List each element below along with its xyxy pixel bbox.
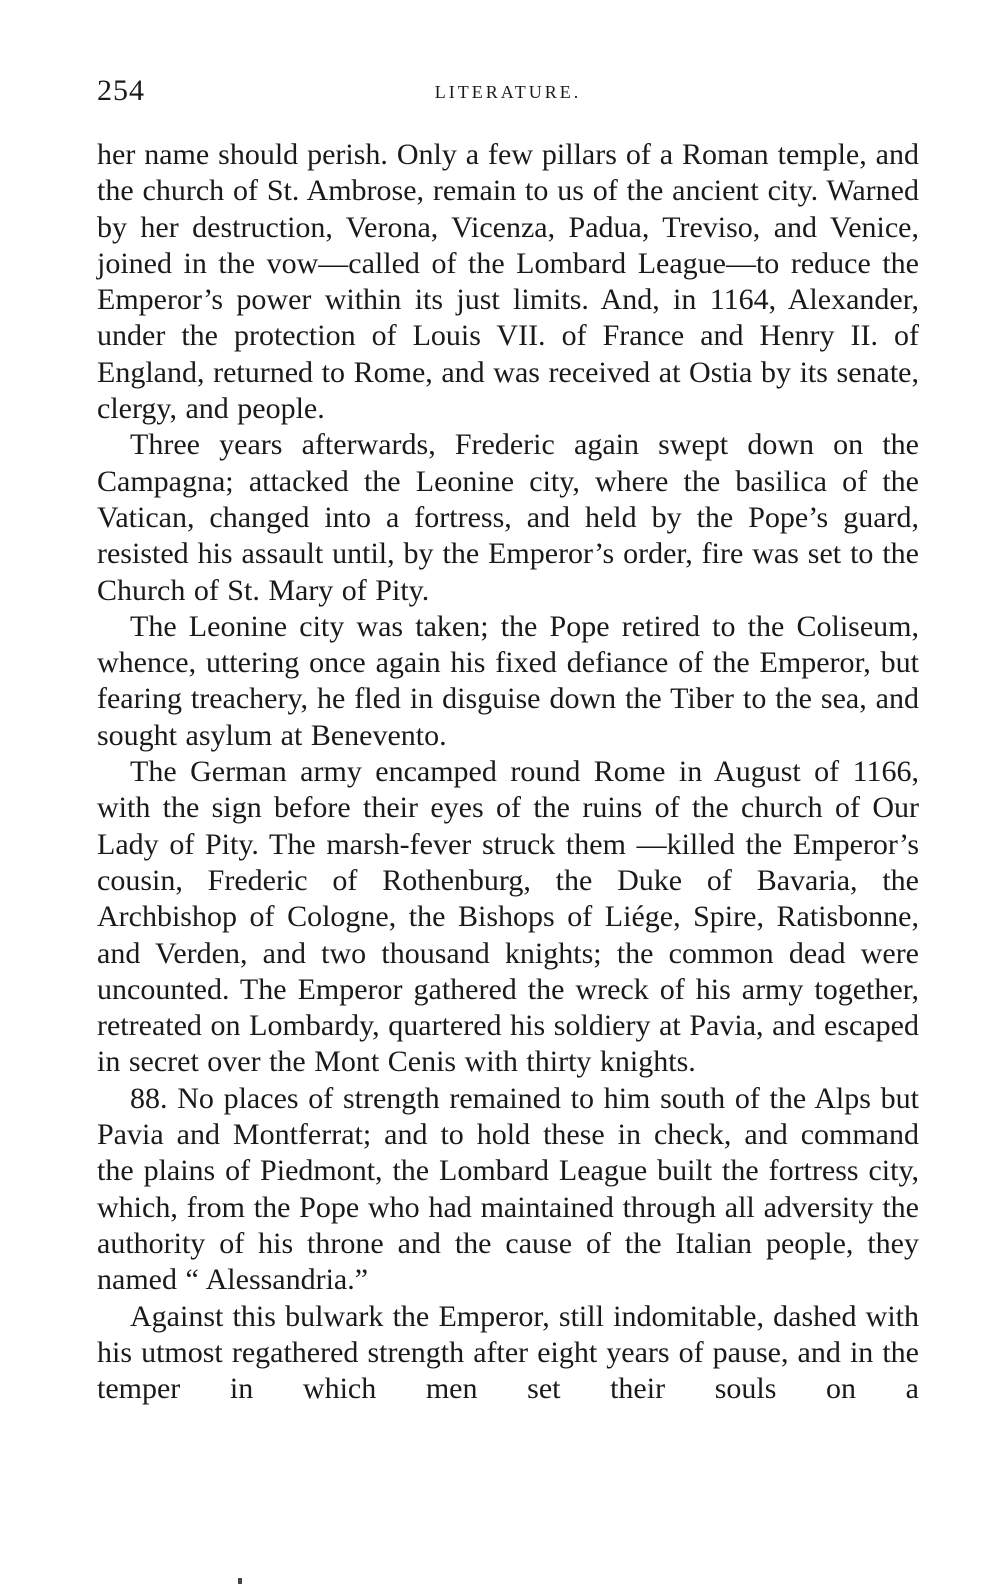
running-title: LITERATURE. [434,82,582,102]
paragraph-section-88: 88. No places of strength remained to him south of the Alps but Pavia and Montferrat; and to hold these in check, and command the plains of Piedmont, the Lombard League built the fortress city, which, from the Pope who had maintained through all adversity the authority of his throne and the cause of the Italian people, they named “ Alessandria.” [97,1081,919,1297]
paragraph: Three years afterwards, Frederic again swept down on the Campagna; attacked the Leonine city, where the basilica of the Vatican, changed into a fortress, and held by the Pope’s guard, resisted his assault until, by the Emperor’s order, fire was set to the Church of St. Mary of Pity. [97,428,919,607]
page-number: 254 [97,74,145,107]
paragraph-continued: her name should perish. Only a few pillars of a Roman temple, and the church of St. Ambrose, remain to us of the ancient city. Warned by her destruction, Verona, Vicenza, Padua, Treviso, and Venice, joined in the vow—called of the Lombard League—to reduce the Emperor’s power within its just limits. And, in 1164, Alexander, under the protection of Louis VII. of France and Henry II. of England, returned to Rome, and was received at Ostia by its senate, clergy, and people. [97,138,919,426]
body-text [97,137,919,1407]
paragraph: The German army encamped round Rome in August of 1166, with the sign before their eyes of the ruins of the church of Our Lady of Pity. The marsh-fever struck them —killed the Emperor’s cousin, Frederic of Rothenburg, the Duke of Bavaria, the Archbishop of Cologne, the Bishops of Liége, Spire, Ratisbonne, and Verden, and two thousand knights; the common dead were uncounted. The Emperor gathered the wreck of his army together, retreated on Lombardy, quartered his soldiery at Pavia, and escaped in secret over the Mont Cenis with thirty knights. [97,755,919,1079]
ink-speck [238,1578,242,1584]
paragraph-continues-next-page: Against this bulwark the Emperor, still indomitable, dashed with his utmost regathered strength after eight years of pause, and in the temper in which men set their souls on a [97,1299,919,1406]
paragraph: The Leonine city was taken; the Pope retired to the Coliseum, whence, uttering once again his fixed defiance of the Emperor, but fearing treachery, he fled in disguise down the Tiber to the sea, and sought asylum at Benevento. [97,609,919,752]
running-head [97,74,919,114]
